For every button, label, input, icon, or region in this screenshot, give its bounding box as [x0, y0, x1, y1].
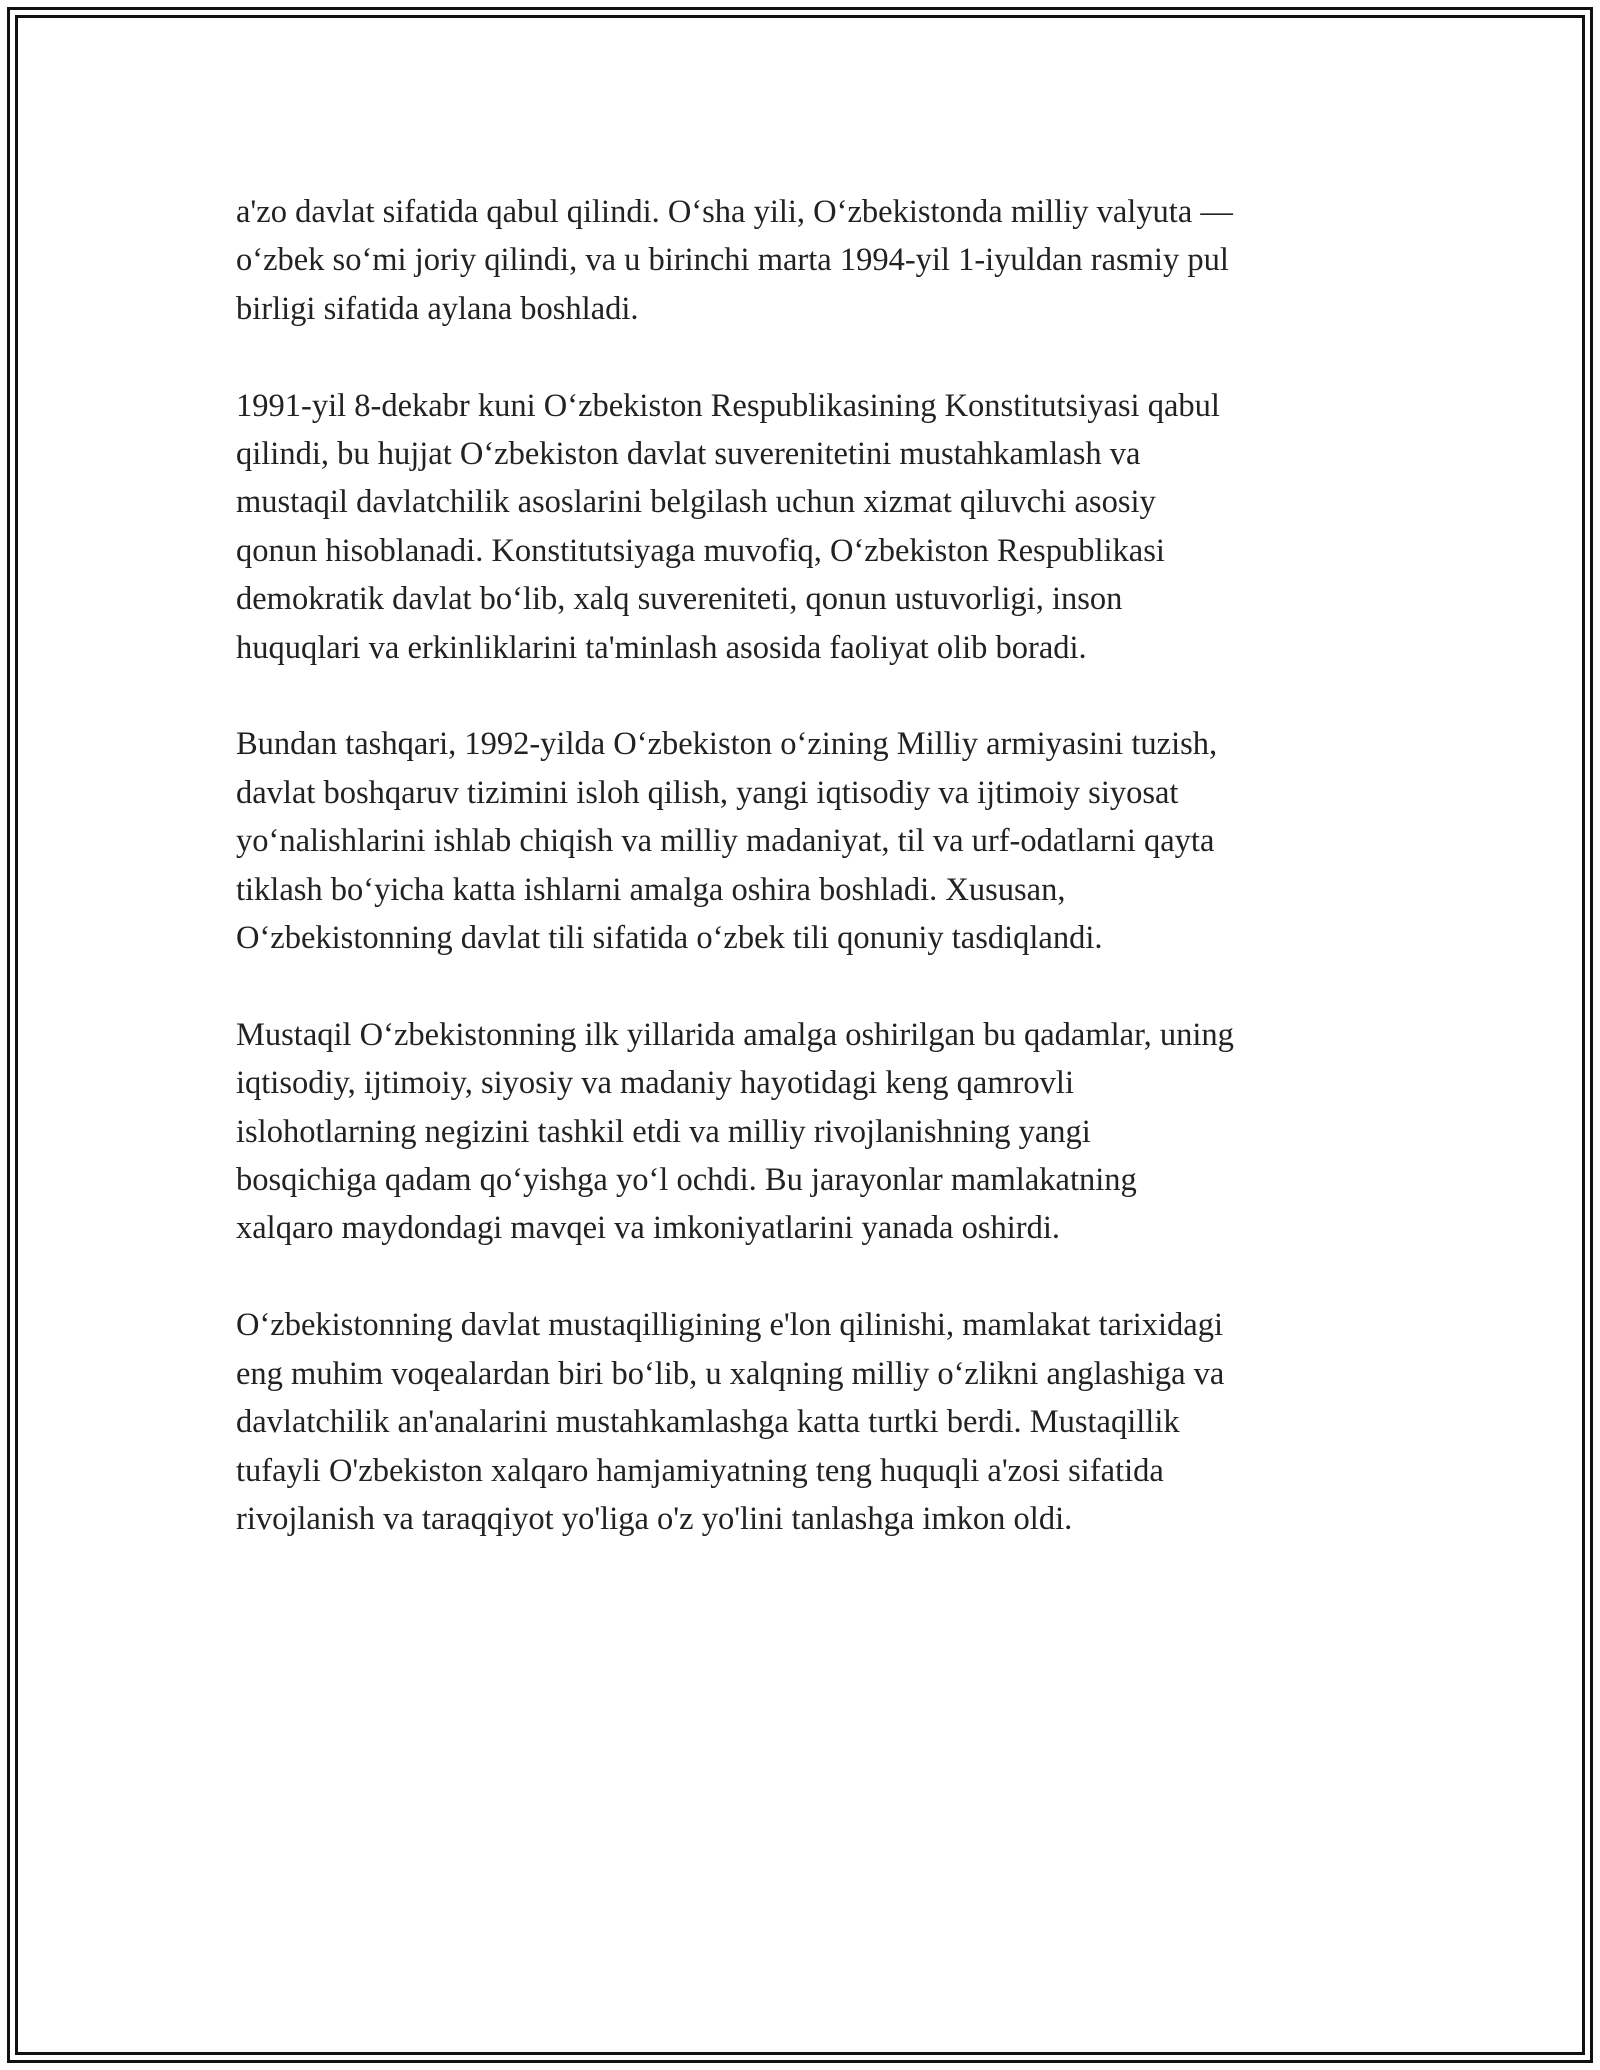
text-line: demokratik davlat bo‘lib, xalq suvereniteti, qonun ustuvorligi, inson	[236, 581, 1123, 618]
text-line: tufayli O'zbekiston xalqaro hamjamiyatning teng huquqli a'zosi sifatida	[236, 1452, 1164, 1489]
text-line: iqtisodiy, ijtimoiy, siyosiy va madaniy hayotidagi keng qamrovli	[236, 1065, 1074, 1102]
text-line: yo‘nalishlarini ishlab chiqish va milliy madaniyat, til va urf-odatlarni qayta	[236, 823, 1215, 860]
text-line: Mustaqil O‘zbekistonning ilk yillarida amalga oshirilgan bu qadamlar, uning	[236, 1016, 1234, 1053]
text-line: xalqaro maydondagi mavqei va imkoniyatlarini yanada oshirdi.	[236, 1210, 1061, 1247]
text-line: O‘zbekistonning davlat tili sifatida o‘zbek tili qonuniy tasdiqlandi.	[236, 920, 1103, 957]
text-line: islohotlarning negizini tashkil etdi va milliy rivojlanishning yangi	[236, 1113, 1091, 1150]
text-line: davlatchilik an'analarini mustahkamlashga katta turtki berdi. Mustaqillik	[236, 1404, 1180, 1441]
text-line: Bundan tashqari, 1992-yilda O‘zbekiston o‘zining Milliy armiyasini tuzish,	[236, 726, 1218, 763]
paragraph-currency	[236, 188, 1366, 333]
text-line: qilindi, bu hujjat O‘zbekiston davlat suverenitetini mustahkamlash va	[236, 436, 1141, 473]
paragraph-constitution	[236, 382, 1366, 672]
text-line: rivojlanish va taraqqiyot yo'liga o'z yo'lini tanlashga imkon oldi.	[236, 1500, 1073, 1537]
paragraph-early-years	[236, 1011, 1366, 1253]
text-line: davlat boshqaruv tizimini isloh qilish, yangi iqtisodiy va ijtimoiy siyosat	[236, 774, 1179, 811]
paragraph-independence	[236, 1301, 1366, 1543]
text-line: birligi sifatida aylana boshladi.	[236, 290, 639, 327]
text-line: 1991-yil 8-dekabr kuni O‘zbekiston Respublikasining Konstitutsiyasi qabul	[236, 387, 1220, 424]
text-line: mustaqil davlatchilik asoslarini belgilash uchun xizmat qiluvchi asosiy	[236, 484, 1156, 521]
text-line: o‘zbek so‘mi joriy qilindi, va u birinchi marta 1994-yil 1-iyuldan rasmiy pul	[236, 242, 1229, 279]
text-line: O‘zbekistonning davlat mustaqilligining e'lon qilinishi, mamlakat tarixidagi	[236, 1307, 1224, 1344]
text-line: huquqlari va erkinliklarini ta'minlash asosida faoliyat olib boradi.	[236, 629, 1087, 666]
text-line: eng muhim voqealardan biri bo‘lib, u xalqning milliy o‘zlikni anglashiga va	[236, 1355, 1225, 1392]
text-line: tiklash bo‘yicha katta ishlarni amalga oshira boshladi. Xususan,	[236, 871, 1066, 908]
text-line: a'zo davlat sifatida qabul qilindi. O‘sha yili, O‘zbekistonda milliy valyuta —	[236, 194, 1233, 230]
paragraph-army-reforms	[236, 720, 1366, 962]
text-line: bosqichiga qadam qo‘yishga yo‘l ochdi. Bu jarayonlar mamlakatning	[236, 1162, 1137, 1199]
document-body	[236, 188, 1366, 1592]
text-line: qonun hisoblanadi. Konstitutsiyaga muvofiq, O‘zbekiston Respublikasi	[236, 532, 1165, 569]
